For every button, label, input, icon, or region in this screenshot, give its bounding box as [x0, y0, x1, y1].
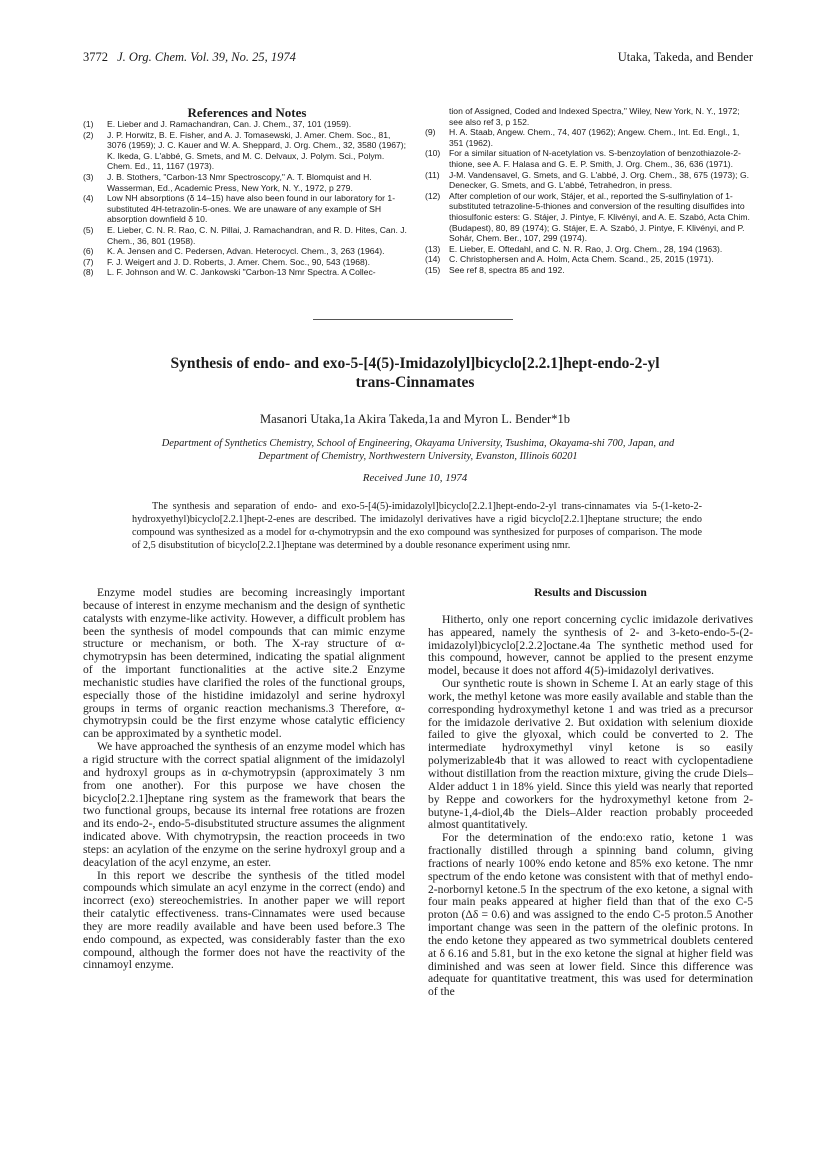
reference-number: (4)	[83, 193, 94, 204]
section-heading: Results and Discussion	[534, 586, 647, 599]
reference-number: (7)	[83, 256, 94, 267]
reference-text: H. A. Staab, Angew. Chem., 74, 407 (1962); Angew. Chem., Int. Ed. Engl., 1, 351 (1962).	[449, 127, 740, 148]
running-header	[83, 50, 753, 66]
references-right-column	[425, 106, 753, 276]
reference-item	[425, 254, 753, 265]
body-left-column	[83, 587, 405, 972]
reference-text: tion of Assigned, Coded and Indexed Spectra," Wiley, New York, N. Y., 1972; see also ref 3, p 152.	[449, 106, 740, 127]
article-title-line-2: trans-Cinnamates	[355, 374, 475, 391]
article-title-line-1: Synthesis of endo- and exo-5-[4(5)-Imidazolyl]bicyclo[2.2.1]hept-endo-2-yl	[170, 355, 660, 372]
reference-text: K. A. Jensen and C. Pedersen, Advan. Heterocycl. Chem., 3, 263 (1964).	[107, 246, 385, 257]
reference-item	[83, 193, 411, 225]
reference-item	[425, 127, 753, 148]
article-authors: Masanori Utaka,1a Akira Takeda,1a and Myron L. Bender*1b	[260, 412, 570, 426]
reference-text: See ref 8, spectra 85 and 192.	[449, 264, 565, 275]
body-paragraph: We have approached the synthesis of an enzyme model which has a rigid structure with the correct spatial alignment of the imidazolyl and hydroxyl groups as in α-chymotrypsin (approximately 3 nm from one another). For this purpose we have chosen the bicyclo[2.2.1]heptane ring system as the framework that bears the two functional groups, because its internal free rotations are frozen and its endo-2-, endo-5-disubstituted structure assumes the alignment indicated above. With chymotrypsin, the reaction proceeds in two steps: an acylation of the enzyme on the serine hydroxyl group and a deacylation of the acyl enzyme, an ester.	[83, 740, 405, 869]
reference-text: J. B. Stothers, "Carbon-13 Nmr Spectroscopy," A. T. Blomquist and H. Wasserman, Ed., Academic Press, New York, N. Y., 1972, p 279.	[107, 171, 372, 193]
reference-item	[83, 172, 411, 193]
reference-number: (9)	[425, 127, 436, 138]
reference-number: (6)	[83, 246, 94, 257]
abstract: The synthesis and separation of endo- and exo-5-[4(5)-imidazolyl]bicyclo[2.2.1]hept-endo-2-yl trans-cinnamates via 5-(1-keto-2-hydroxyethyl)bicyclo[2.2.1]hept-2-enes are described. The imidazolyl derivatives have a rigid bicyclo[2.2.1]heptane structure; the endo compound was synthesized as a model for α-chymotrypsin and the exo compound was synthesized for purposes of comparison. The mode of 2,5 disubstitution of bicyclo[2.2.1]heptane was determined by a double resonance experiment using nmr.	[132, 501, 702, 551]
body-paragraph: In this report we describe the synthesis of the titled model compounds which simulate an acyl enzyme in the correct (endo) and incorrect (exo) stereochemistries. In another paper we will report their catalytic effectiveness. trans-Cinnamates were used because they are more readily available and have been used before.3 The endo compound, as expected, was considerably faster than the exo compound, although the former does not have the reactivity of the cinnamoyl enzyme.	[83, 868, 405, 972]
article-title	[100, 354, 730, 392]
reference-item	[425, 106, 753, 127]
header-left	[83, 50, 296, 65]
reference-item	[425, 148, 753, 169]
running-authors: Utaka, Takeda, and Bender	[617, 50, 753, 64]
reference-number: (8)	[83, 267, 94, 278]
reference-item	[425, 191, 753, 244]
affiliation-line-2: Department of Chemistry, Northwestern University, Evanston, Illinois 60201	[258, 451, 578, 462]
reference-number: (2)	[83, 129, 94, 140]
section-divider	[313, 319, 513, 320]
reference-text: For a similar situation of N-acetylation vs. S-benzoylation of benzothiazole-2-thione, see A. F. Halasa and G. E. P. Smith, J. Org. Chem., 36, 636 (1971).	[449, 148, 741, 169]
reference-number: (11)	[425, 169, 440, 180]
journal-citation: J. Org. Chem. Vol. 39, No. 25, 1974	[117, 50, 296, 64]
reference-number: (3)	[83, 171, 94, 182]
author-affiliations	[83, 437, 753, 463]
reference-text: Low NH absorptions (δ 14–15) have also been found in our laboratory for 1-substituted 4H-tetrazolin-5-ones. We are unaware of any example of SH absorption downfield δ 10.	[107, 193, 396, 225]
reference-text: J. P. Horwitz, B. E. Fisher, and A. J. Tomasewski, J. Amer. Chem. Soc., 81, 3076 (1959); J. C. Kauer and W. A. Sheppard, J. Org. Chem., 32, 3580 (1967); K. Ikeda, G. L'abbé, G. Smets, and M. C. Delvaux, J. Polym. Sci., Polym. Chem. Ed., 11, 1167 (1973).	[107, 129, 407, 172]
reference-number: (10)	[425, 148, 441, 159]
reference-number: (15)	[425, 264, 441, 275]
reference-text: J-M. Vandensavel, G. Smets, and G. L'abbé, J. Org. Chem., 38, 675 (1973); G. Denecker, G. Smets, and G. L'abbé, Tetrahedron, in press.	[449, 169, 750, 191]
body-paragraph: Our synthetic route is shown in Scheme I. At an early stage of this work, the methyl ketone was more easily available and stable than the corresponding hydroxymethyl ketone 1 and was tried as a precursor for the imidazole derivative 2. But oxidation with selenium dioxide failed to give the glyoxal, which could be converted to 2. The intermediate hydroxymethyl vinyl ketone is so easily polymerizable4b that it was allowed to react with cyclopentadiene without distillation from the reaction mixture, giving the crude Diels–Alder adduct 1 in 18% yield. Since this yield was nearly that reported by Reppe and coworkers for the hydroxymethyl ketone from 2-butyne-1,4-diol,4b the Diels–Alder reaction probably proceeded almost quantitatively.	[428, 677, 753, 832]
reference-item	[83, 119, 411, 130]
references-title: References and Notes	[187, 105, 307, 120]
reference-number: (12)	[425, 190, 441, 201]
reference-text: E. Lieber, C. N. R. Rao, C. N. Pillai, J. Ramachandran, and R. D. Hites, Can. J. Chem., 36, 801 (1958).	[107, 224, 407, 246]
reference-text: C. Christophersen and A. Holm, Acta Chem. Scand., 25, 2015 (1971).	[449, 254, 714, 265]
reference-item	[425, 170, 753, 191]
reference-item	[83, 246, 411, 257]
reference-number: (1)	[83, 119, 94, 129]
received-date: Received June 10, 1974	[362, 472, 468, 484]
reference-item	[83, 130, 411, 172]
body-paragraph: For the determination of the endo:exo ratio, ketone 1 was fractionally distilled through a spinning band column, giving fractions of nearly 100% endo ketone and 85% exo ketone. The nmr spectrum of the endo ketone was consistent with that of methyl endo-2-norbornyl ketone.5 In the spectrum of the exo ketone, a signal with four main peaks appeared at higher field than that of the exo C-5 proton (Δδ = 0.6) and was assigned to the endo C-5 proton.5 Another important change was seen in the pattern of the olefinic protons. In the endo ketone they appeared as two symmetrical doublets centered at δ 6.16 and 5.81, but in the exo ketone the signal at higher field was diminished and was seen at lower field. Since this difference was adequate for quantitative treatment, this was used for determination of the	[428, 831, 753, 999]
reference-text: F. J. Weigert and J. D. Roberts, J. Amer. Chem. Soc., 90, 543 (1968).	[107, 256, 371, 267]
reference-item	[83, 267, 411, 278]
reference-item	[425, 244, 753, 255]
reference-text: L. F. Johnson and W. C. Jankowski "Carbon-13 Nmr Spectra. A Collec-	[107, 267, 376, 278]
reference-text: E. Lieber, E. Oftedahl, and C. N. R. Rao, J. Org. Chem., 28, 194 (1963).	[449, 243, 723, 254]
references-left-column	[83, 106, 411, 278]
reference-item	[425, 265, 753, 276]
reference-item	[83, 225, 411, 246]
reference-text: E. Lieber and J. Ramachandran, Can. J. Chem., 37, 101 (1959).	[107, 119, 352, 129]
reference-number: (14)	[425, 254, 441, 265]
reference-number: (13)	[425, 243, 441, 254]
body-paragraph: Enzyme model studies are becoming increasingly important because of interest in enzyme mechanism and the design of synthetic catalysts with enzyme-like activity. However, a difficult problem has been the synthesis of model compounds that can mimic enzyme structure or mechanism, or both. The X-ray structure of α-chymotrypsin has been determined, indicating the spatial alignment of the important functionalities at the active site.2 Enzyme mechanistic studies have clarified the roles of the functional groups, especially those of the histidine imidazolyl and serine hydroxyl groups in terms of organic reaction mechanisms.3 Therefore, α-chymotrypsin could be the first enzyme whose catalytic efficiency can be approximated by a synthetic model.	[83, 586, 405, 741]
reference-item	[83, 257, 411, 268]
reference-text: After completion of our work, Stájer, et al., reported the S-sulfinylation of 1-substituted tetrazoline-5-thiones and conversion of the resulting disulfides into thiosulfonic esters: G. Stájer, J. Pintye, F. Klivényi, and A. E. Szabó, Acta Chim. (Budapest), 80, 89 (1974); G. Stájer, E. A. Szabó, J. Pintye, F. Klivényi, and P. Sohár, Chem. Ber., 107, 299 (1974).	[449, 190, 750, 244]
body-paragraph: Hitherto, only one report concerning cyclic imidazole derivatives has appeared, namely the synthesis of 2- and 3-keto-endo-5-(2-imidazolyl)bicyclo[2.2.2]octane.4a The synthetic method used for this compound, however, cannot be applied to the present enzyme model, because it does not afford 4(5)-imidazolyl derivatives.	[428, 612, 753, 678]
body-right-column	[428, 587, 753, 999]
affiliation-line-1: Department of Synthetics Chemistry, School of Engineering, Okayama University, Tsushima, Okayama-shi 700, Japan, and	[161, 438, 675, 449]
reference-number: (5)	[83, 224, 94, 235]
page-number: 3772	[83, 50, 108, 64]
